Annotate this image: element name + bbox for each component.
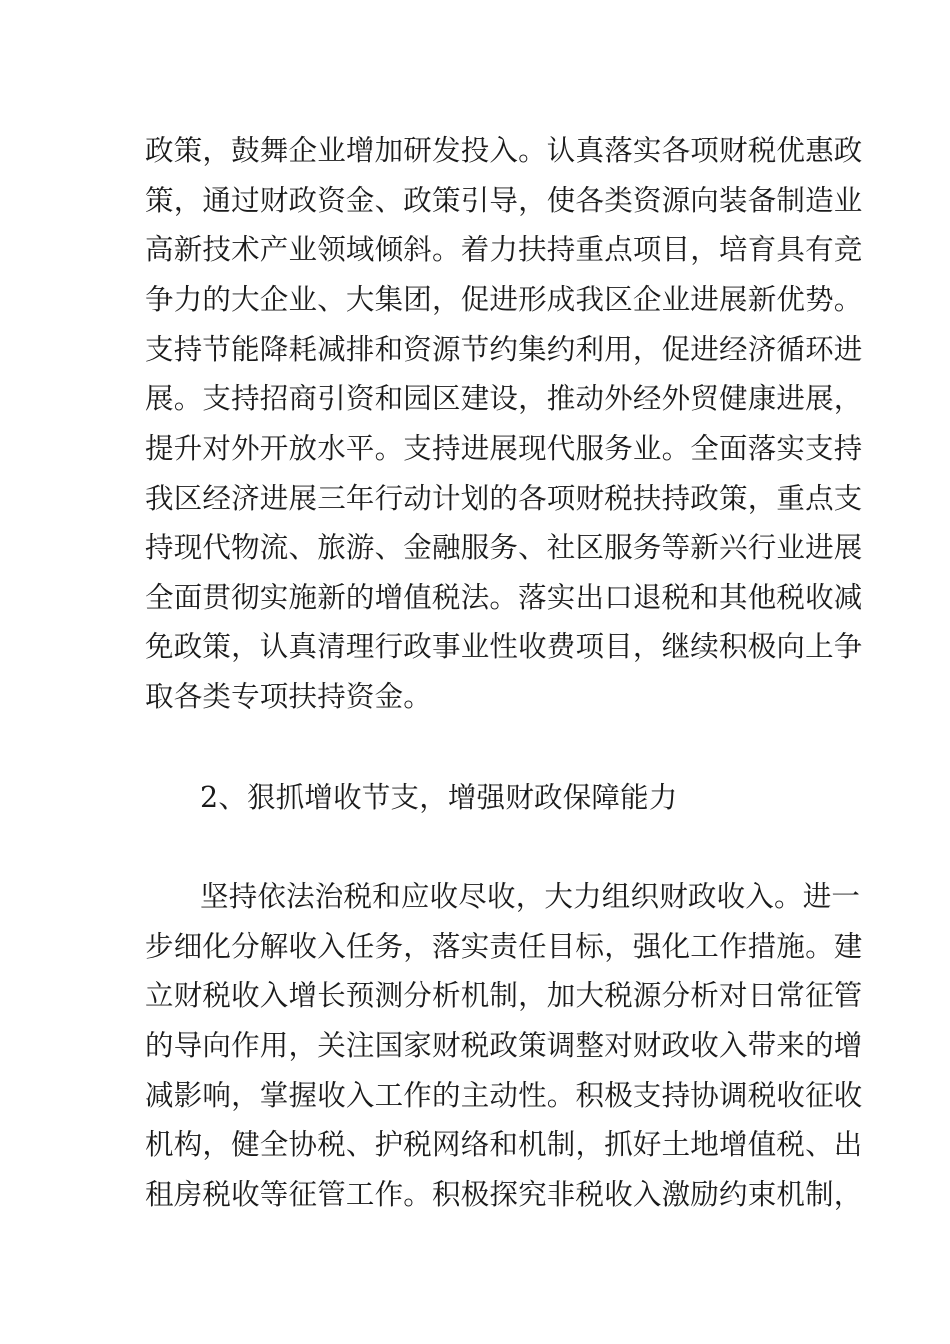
paragraph-1-line: 提升对外开放水平。支持进展现代服务业。全面落实支持 (145, 432, 863, 465)
paragraph-2-line: 坚持依法治税和应收尽收，大力组织财政收入。进一 (200, 880, 861, 913)
paragraph-1-line: 免政策，认真清理行政事业性收费项目，继续积极向上争 (145, 630, 863, 663)
paragraph-2-line: 立财税收入增长预测分析机制，加大税源分析对日常征管 (145, 979, 863, 1012)
paragraph-2-line: 减影响，掌握收入工作的主动性。积极支持协调税收征收 (145, 1079, 863, 1112)
paragraph-1-line: 展。支持招商引资和园区建设，推动外经外贸健康进展， (145, 382, 863, 415)
paragraph-1-line: 政策，鼓舞企业增加研发投入。认真落实各项财税优惠政 (145, 134, 863, 167)
section-heading: 2、狠抓增收节支，增强财政保障能力 (200, 781, 678, 814)
paragraph-1-line: 争力的大企业、大集团，促进形成我区企业进展新优势。 (145, 283, 863, 316)
paragraph-1-line: 持现代物流、旅游、金融服务、社区服务等新兴行业进展 (145, 531, 863, 564)
paragraph-2-line: 步细化分解收入任务，落实责任目标，强化工作措施。建 (145, 930, 863, 963)
paragraph-1-line: 我区经济进展三年行动计划的各项财税扶持政策，重点支 (145, 482, 863, 515)
paragraph-2-line: 的导向作用，关注国家财税政策调整对财政收入带来的增 (145, 1029, 863, 1062)
paragraph-1-line: 策，通过财政资金、政策引导，使各类资源向装备制造业 (145, 184, 863, 217)
paragraph-1-line: 支持节能降耗减排和资源节约集约利用，促进经济循环进 (145, 333, 863, 366)
paragraph-1-line: 全面贯彻实施新的增值税法。落实出口退税和其他税收减 (145, 581, 863, 614)
paragraph-2-line: 租房税收等征管工作。积极探究非税收入激励约束机制， (145, 1178, 863, 1211)
paragraph-2-line: 机构，健全协税、护税网络和机制，抓好土地增值税、出 (145, 1128, 863, 1161)
paragraph-1-line: 取各类专项扶持资金。 (145, 680, 433, 713)
paragraph-1-line: 高新技术产业领域倾斜。着力扶持重点项目，培育具有竞 (145, 233, 863, 266)
